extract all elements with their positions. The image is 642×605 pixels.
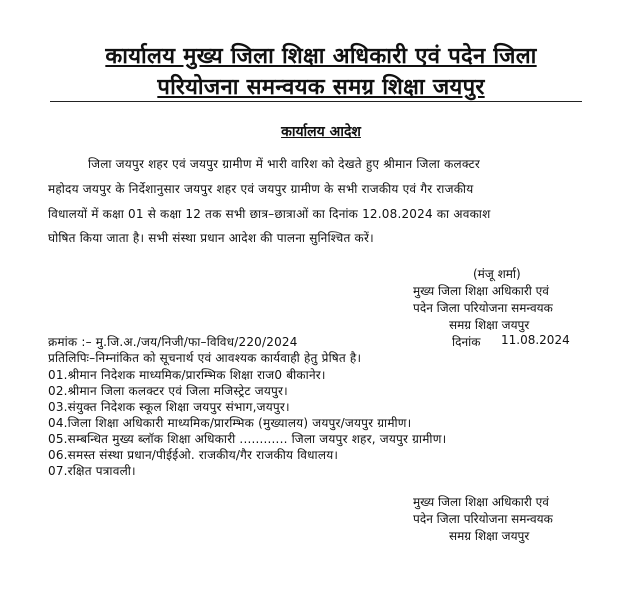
signatory-designation-line-2: पदेन जिला परियोजना समन्वयक [413,301,553,315]
signatory-2-designation-line-3: समग्र शिक्षा जयपुर [449,529,530,543]
copy-recipient: 07.रक्षित पत्रावली। [48,464,136,478]
order-title: कार्यालय आदेश [281,124,361,140]
header-divider [50,101,582,102]
signatory-2-designation-line-1: मुख्य जिला शिक्षा अधिकारी एवं [413,495,549,509]
body-paragraph-line: विधालयों में कक्षा 01 से कक्षा 12 तक सभी छात्र–छात्राओं का दिनांक 12.08.2024 का अवकाश [48,207,491,221]
date-value: 11.08.2024 [501,333,570,347]
office-header-line-1: कार्यालय मुख्य जिला शिक्षा अधिकारी एवं पदेन जिला [105,44,537,69]
copy-recipient: 01.श्रीमान निदेशक माध्यमिक/प्रारम्भिक शिक्षा राज0 बीकानेर। [48,368,326,382]
reference-number: क्रमांक :– मु.जि.अ./जय/निजी/फा–विविध/220/2024 [48,335,298,349]
signatory-designation-line-3: समग्र शिक्षा जयपुर [449,318,530,332]
copy-recipient: 05.सम्बन्धित मुख्य ब्लॉक शिक्षा अधिकारी ............ जिला जयपुर शहर, जयपुर ग्रामीण। [48,432,447,446]
office-header-line-2: परियोजना समन्वयक समग्र शिक्षा जयपुर [157,75,485,100]
signatory-2-designation-line-2: पदेन जिला परियोजना समन्वयक [413,512,553,526]
signatory-name: (मंजू शर्मा) [473,267,521,281]
body-paragraph-line: महोदय जयपुर के निर्देशानुसार जयपुर शहर एवं जयपुर ग्रामीण के सभी राजकीय एवं गैर राजकीय [48,182,474,196]
copy-to-intro: प्रतिलिपिः–निम्नांकित को सूचनार्थ एवं आवश्यक कार्यवाही हेतु प्रेषित है। [48,351,362,365]
date-label: दिनांक [452,335,481,349]
signatory-designation-line-1: मुख्य जिला शिक्षा अधिकारी एवं [413,284,549,298]
copy-recipient: 03.संयुक्त निदेशक स्कूल शिक्षा जयपुर संभाग,जयपुर। [48,400,290,414]
copy-recipient: 06.समस्त संस्था प्रधान/पीईईओ. राजकीय/गैर राजकीय विधालय। [48,448,339,462]
copy-recipient: 02.श्रीमान जिला कलक्टर एवं जिला मजिस्ट्रेट जयपुर। [48,384,288,398]
body-paragraph-line: घोषित किया जाता है। सभी संस्था प्रधान आदेश की पालना सुनिश्चित करें। [48,231,374,245]
copy-recipient: 04.जिला शिक्षा अधिकारी माध्यमिक/प्रारम्भिक (मुख्यालय) जयपुर/जयपुर ग्रामीण। [48,416,412,430]
body-paragraph-line: जिला जयपुर शहर एवं जयपुर ग्रामीण में भारी वारिश को देखते हुए श्रीमान जिला कलक्टर [88,157,480,171]
